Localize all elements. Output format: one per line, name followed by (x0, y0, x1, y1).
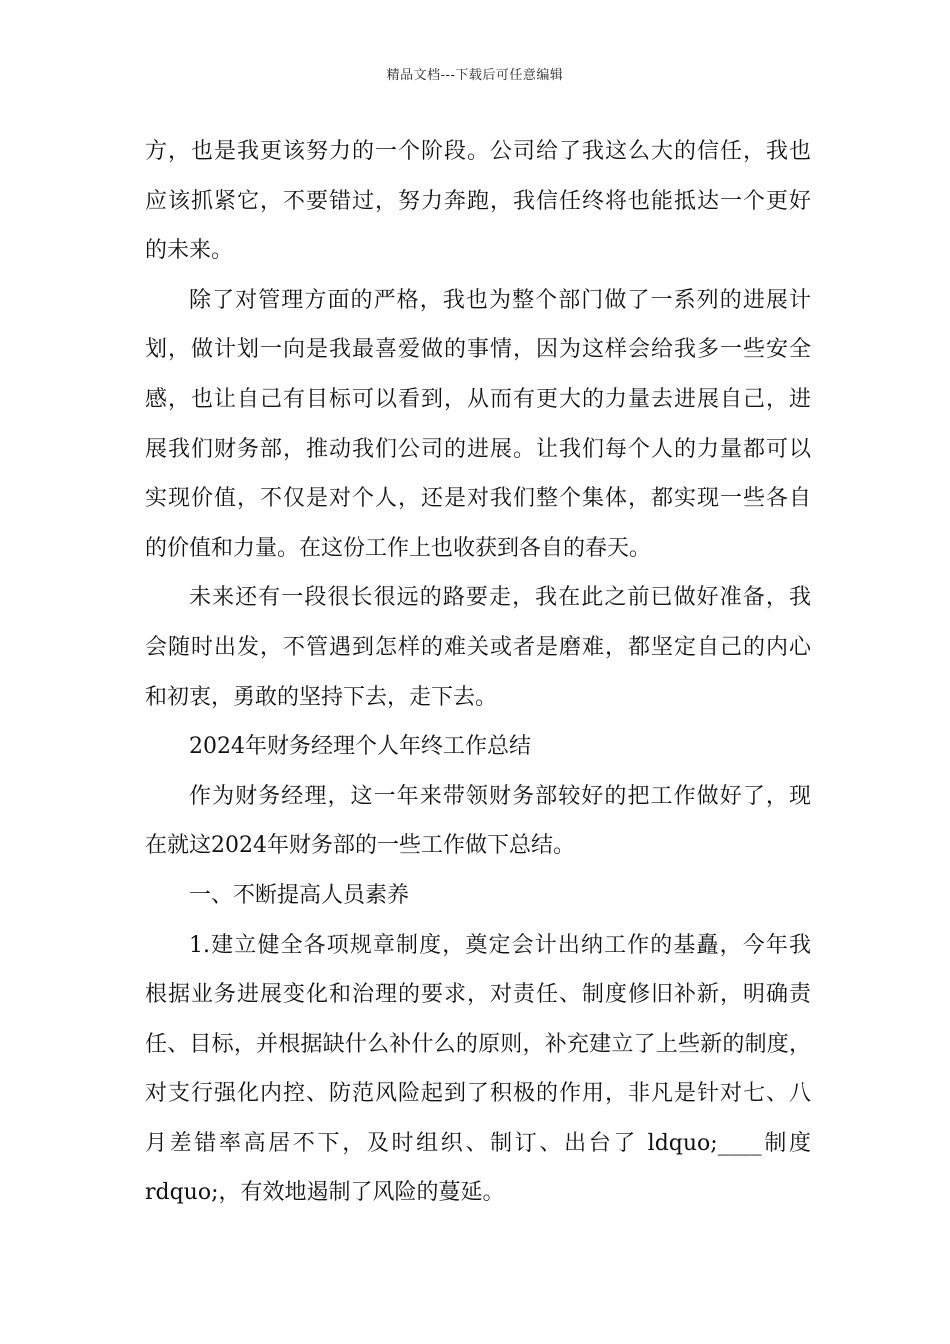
text-line: 展我们财务部，推动我们公司的进展。让我们每个人的力量都可以 (145, 436, 811, 462)
text-line: 对支行强化内控、防范风险起到了积极的作用，非凡是针对七、八 (145, 1081, 811, 1107)
text-line: 除了对管理方面的严格，我也为整个部门做了一系列的进展计 (189, 287, 811, 313)
text-line: 作为财务经理，这一年来带领财务部较好的把工作做好了，现 (189, 783, 811, 809)
text-line: rdquo;，有效地遏制了风险的蔓延。 (145, 1180, 505, 1206)
paragraph (145, 573, 811, 722)
paragraph (145, 127, 811, 276)
text-line: 月差错率高居不下，及时组织、制订、出台了 ldquo;____制度 (145, 1130, 811, 1156)
text-line: 的价值和力量。在这份工作上也收获到各自的春天。 (145, 535, 652, 561)
text-line: 根据业务进展变化和治理的要求，对责任、制度修旧补新，明确责 (145, 982, 811, 1008)
text-line: 一、不断提高人员素养 (189, 882, 410, 908)
text-line: 会随时出发，不管遇到怎样的难关或者是磨难，都坚定自己的内心 (145, 634, 811, 660)
text-line: 应该抓紧它，不要错过，努力奔跑，我信任终将也能抵达一个更好 (145, 188, 811, 214)
document-body (145, 127, 811, 1218)
text-line: 1.建立健全各项规章制度，奠定会计出纳工作的基矗，今年我 (189, 932, 811, 958)
paragraph (145, 921, 811, 1219)
text-line: 方，也是我更该努力的一个阶段。公司给了我这么大的信任，我也 (145, 139, 811, 164)
page-header: 精品文档---下载后可任意编辑 (386, 68, 564, 83)
text-line: 感，也让自己有目标可以看到，从而有更大的力量去进展自己，进 (145, 386, 811, 412)
text-line: 划，做计划一向是我最喜爱做的事情，因为这样会给我多一些安全 (145, 337, 811, 363)
text-line: 未来还有一段很长很远的路要走，我在此之前已做好准备，我 (189, 585, 811, 611)
paragraph (145, 871, 811, 921)
text-line: 2024年财务经理个人年终工作总结 (189, 734, 531, 760)
text-line: 任、目标，并根据缺什么补什么的原则，补充建立了上些新的制度， (145, 1031, 811, 1057)
paragraph (145, 276, 811, 574)
text-line: 在就这2024年财务部的一些工作做下总结。 (145, 833, 575, 859)
text-line: 和初衷，勇敢的坚持下去，走下去。 (145, 684, 498, 710)
paragraph (145, 772, 811, 871)
paragraph (145, 722, 811, 772)
text-line: 的未来。 (145, 238, 234, 264)
text-line: 实现价值，不仅是对个人，还是对我们整个集体，都实现一些各自 (145, 486, 811, 512)
